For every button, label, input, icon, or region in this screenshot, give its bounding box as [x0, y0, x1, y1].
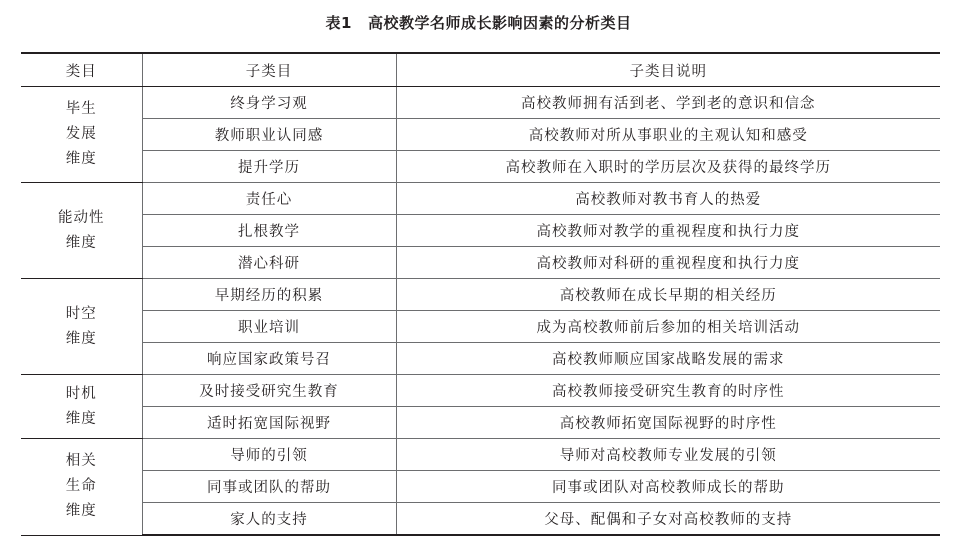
category-label-line: 时空: [65, 305, 97, 322]
header-category: 类目: [21, 53, 142, 87]
description-cell: 高校教师在入职时的学历层次及获得的最终学历: [396, 151, 940, 183]
table-row: [21, 119, 940, 151]
analysis-category-table: [21, 52, 940, 536]
table-row: [21, 151, 940, 183]
category-cell: [21, 439, 142, 536]
category-label-line: 发展: [65, 126, 97, 142]
description-cell: 导师对高校教师专业发展的引领: [396, 439, 940, 471]
category-label-line: 毕生: [65, 101, 97, 117]
subcategory-cell: 职业培训: [142, 311, 396, 343]
category-label-line: 相关: [65, 453, 97, 470]
description-cell: 高校教师接受研究生教育的时序性: [396, 375, 940, 407]
table-header-row: [21, 53, 940, 87]
subcategory-cell: 责任心: [142, 183, 396, 215]
table-row: [21, 311, 940, 343]
description-cell: 高校教师拥有活到老、学到老的意识和信念: [396, 87, 940, 119]
description-cell: 高校教师对科研的重视程度和执行力度: [396, 247, 940, 279]
category-label-line: 生命: [65, 478, 97, 495]
table-row: [21, 183, 940, 215]
category-cell: [21, 375, 142, 439]
category-label-line: 维度: [65, 503, 97, 520]
table-number: 表1: [325, 14, 352, 32]
subcategory-cell: 终身学习观: [142, 87, 396, 119]
table-row: [21, 439, 940, 471]
category-label-line: 维度: [65, 330, 97, 347]
header-subcategory: 子类目: [142, 53, 396, 87]
table-title: 高校教学名师成长影响因素的分析类目: [367, 14, 632, 32]
table-body: [21, 87, 940, 536]
category-cell: [21, 183, 142, 279]
category-label-line: 维度: [65, 234, 97, 251]
description-cell: 同事或团队对高校教师成长的帮助: [396, 471, 940, 503]
description-cell: 父母、配偶和子女对高校教师的支持: [396, 503, 940, 536]
category-label-line: 维度: [65, 151, 97, 167]
description-cell: 高校教师在成长早期的相关经历: [396, 279, 940, 311]
description-cell: 高校教师顺应国家战略发展的需求: [396, 343, 940, 375]
description-cell: 成为高校教师前后参加的相关培训活动: [396, 311, 940, 343]
description-cell: 高校教师对教学的重视程度和执行力度: [396, 215, 940, 247]
description-cell: 高校教师对所从事职业的主观认知和感受: [396, 119, 940, 151]
category-label-line: 时机: [65, 385, 97, 402]
subcategory-cell: 导师的引领: [142, 439, 396, 471]
table-row: [21, 407, 940, 439]
subcategory-cell: 及时接受研究生教育: [142, 375, 396, 407]
header-description: 子类目说明: [396, 53, 940, 87]
subcategory-cell: 潜心科研: [142, 247, 396, 279]
table-row: [21, 247, 940, 279]
subcategory-cell: 教师职业认同感: [142, 119, 396, 151]
category-label-line: 维度: [65, 410, 97, 427]
table-row: [21, 503, 940, 536]
category-label-line: 能动性: [58, 209, 105, 226]
category-cell: [21, 87, 142, 183]
subcategory-cell: 早期经历的积累: [142, 279, 396, 311]
description-cell: 高校教师拓宽国际视野的时序性: [396, 407, 940, 439]
table-row: [21, 375, 940, 407]
table-row: [21, 87, 940, 119]
table-row: [21, 343, 940, 375]
subcategory-cell: 家人的支持: [142, 503, 396, 536]
subcategory-cell: 响应国家政策号召: [142, 343, 396, 375]
table-row: [21, 279, 940, 311]
subcategory-cell: 提升学历: [142, 151, 396, 183]
table-row: [21, 215, 940, 247]
subcategory-cell: 扎根教学: [142, 215, 396, 247]
subcategory-cell: 适时拓宽国际视野: [142, 407, 396, 439]
table-caption: [0, 12, 957, 33]
description-cell: 高校教师对教书育人的热爱: [396, 183, 940, 215]
category-cell: [21, 279, 142, 375]
subcategory-cell: 同事或团队的帮助: [142, 471, 396, 503]
table-row: [21, 471, 940, 503]
